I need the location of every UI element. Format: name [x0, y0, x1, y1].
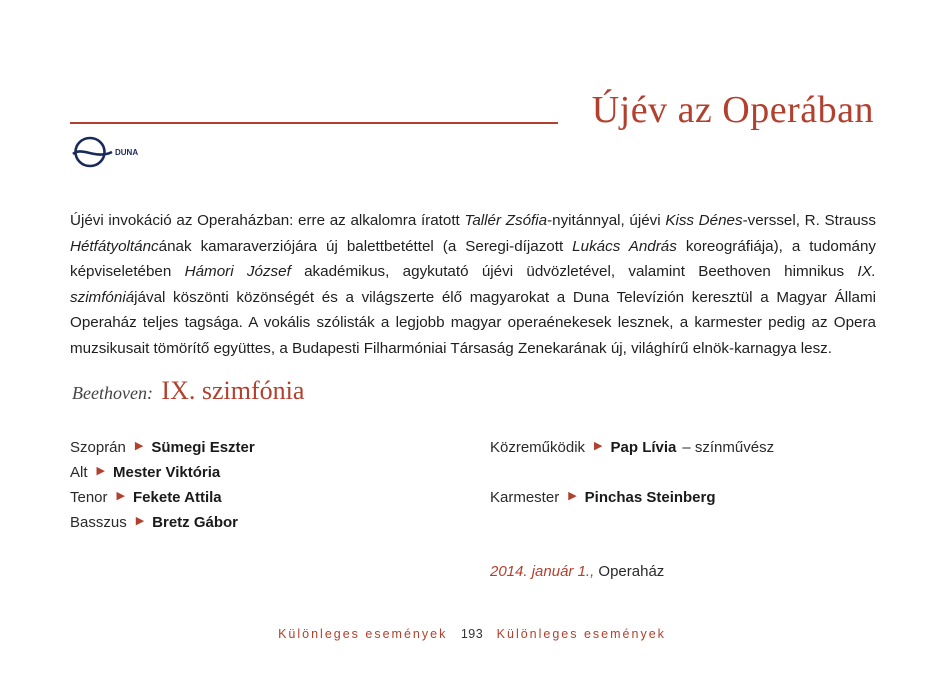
duna-logo	[72, 135, 152, 171]
work-piece: IX. szimfónia	[161, 376, 305, 405]
intro-paragraph	[70, 208, 876, 362]
cast-row	[490, 435, 774, 460]
cast-role: Basszus	[70, 514, 127, 531]
page-number: 193	[460, 627, 484, 641]
footer-section-left: Különleges események	[278, 627, 448, 641]
cast-row	[490, 485, 774, 510]
cast-row	[70, 510, 255, 535]
intro-text: -verssel, R. Strauss	[742, 212, 876, 229]
arrow-icon: ▶	[135, 515, 145, 527]
symphony-title: IX. szimfóniá	[70, 263, 876, 306]
intro-text: akadémikus, agykutató újévi üdvözletével, valamint Beethoven himnikus	[290, 263, 858, 281]
work-composer: Beethoven:	[72, 383, 153, 403]
event-place: Operaház	[598, 563, 665, 580]
intro-text: koreográfiája), a tudomány képviseletében	[70, 237, 877, 281]
event-date: 2014. január 1.,	[490, 563, 595, 580]
arrow-icon: ▶	[594, 440, 603, 452]
choreographer-name: Lukács András	[572, 237, 677, 255]
intro-text: ának kamaraverziójára új balettbetéttel (a Seregi-díjazott	[158, 237, 573, 255]
conductor-role: Karmester	[490, 489, 560, 506]
cast-row	[70, 460, 255, 485]
academic-name: Hámori József	[184, 263, 291, 281]
conductor-name: Pinchas Steinberg	[584, 489, 716, 506]
title-rule	[70, 122, 558, 124]
work-heading	[72, 376, 304, 406]
contributor-note: – színművész	[682, 439, 775, 456]
page-title: Újév az Operában	[591, 89, 874, 131]
arrow-icon: ▶	[568, 490, 577, 502]
arrow-icon: ▶	[116, 490, 125, 502]
cast-right	[490, 435, 774, 510]
duna-logo-icon	[72, 135, 152, 171]
cast-role: Alt	[70, 464, 88, 481]
logo-text: DUNA	[115, 148, 139, 157]
event-info	[490, 563, 664, 580]
intro-text: jával köszönti közönségét és a világszerte élő magyarokat a Duna Televízión keresztül a Magyar Állami Operaház teljes tagsága. A vokális szólisták a legjobb magyar operaénekesek lesznek, a karmester pedig az Opera muzsikusait tömörítő együttes, a Budapesti Filharmóniai Társaság Zenekarának új, világhírű elnök-karnagya lesz.	[70, 288, 876, 357]
cast-row-spacer	[490, 460, 774, 485]
composer-name: Tallér Zsófia	[464, 212, 548, 229]
cast-role: Tenor	[70, 489, 108, 506]
cast-name: Mester Viktória	[112, 464, 221, 481]
cast-row	[70, 435, 255, 460]
cast-role: Szoprán	[70, 439, 126, 456]
arrow-icon: ▶	[96, 465, 105, 477]
work-title: Hétfátyoltánc	[70, 237, 159, 255]
cast-name: Bretz Gábor	[152, 514, 239, 531]
poet-name: Kiss Dénes	[665, 212, 743, 229]
contributor-name: Pap Lívia	[610, 439, 677, 456]
cast-name: Sümegi Eszter	[151, 439, 255, 456]
cast-row	[70, 485, 255, 510]
cast-left	[70, 435, 255, 535]
contributor-role: Közreműködik	[490, 439, 586, 456]
intro-text: -nyitánnyal, újévi	[547, 212, 666, 229]
footer-section-right: Különleges események	[496, 627, 666, 641]
cast-name: Fekete Attila	[133, 489, 222, 506]
intro-text: Újévi invokáció az Operaházban: erre az alkalomra íratott	[70, 212, 465, 229]
arrow-icon: ▶	[134, 440, 144, 452]
page-footer	[0, 627, 944, 641]
